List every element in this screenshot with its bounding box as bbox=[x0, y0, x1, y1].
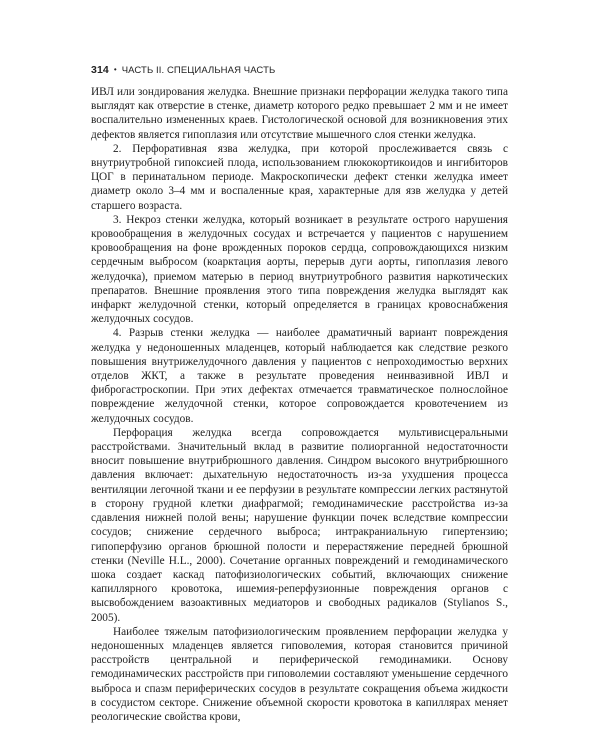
page-number: 314 bbox=[91, 64, 109, 76]
paragraph-item-4: 4. Разрыв стенки желудка — наиболее драматичный вариант повреждения желудка у недоношенных младенцев, который наблюдается как следствие резкого повышения внутрижелудочного давления у пациентов с непроходимостью верхних отделов ЖКТ, а также в результате проведения неинвазивной ИВЛ и фиброгастроскопии. При этих дефектах отмечается травматическое полнослойное повреждение желудочной стенки, которое сопровождается кровотечением из желудочных сосудов. bbox=[91, 327, 508, 425]
header-separator: • bbox=[113, 65, 117, 74]
paragraph-hypovolemia: Наиболее тяжелым патофизиологическим проявлением перфорации желудка у недоношенных младенцев является гиповолемия, которая становится причиной расстройств центральной и периферической гемодинамики. Основу гемодинамических расстройств при гиповолемии составляют уменьшение сердечного выброса и спазм периферических сосудов в результате сокращения объема жидкости в сосудистом секторе. Снижение объемной скорости кровотока в капиллярах меняет реологические свойства крови, bbox=[91, 625, 508, 723]
paragraph-continued: ИВЛ или зондирования желудка. Внешние признаки перфорации желудка такого типа выглядят как отверстие в стенке, диаметр которого редко превышает 2 мм и не имеет воспалительно измененных краев. Гистологической основой для возникновения этих дефектов является гипоплазия или отсутствие мышечного слоя стенки желудка. bbox=[91, 86, 508, 141]
running-head bbox=[91, 64, 508, 77]
book-page bbox=[91, 64, 508, 724]
paragraph-item-2: 2. Перфоративная язва желудка, при которой прослеживается связь с внутриутробной гипоксией плода, использованием глюкокортикоидов и ингибиторов ЦОГ в перинатальном периоде. Макроскопически дефект стенки желудка имеет диаметр около 3–4 мм и воспаленные края, характерные для язв желудка у детей старшего возраста. bbox=[91, 142, 508, 212]
paragraph-item-3: 3. Некроз стенки желудка, который возникает в результате острого нарушения кровообращения в желудочных сосудах и встречается у пациентов с нарушением кровообращения на фоне врожденных пороков сердца, сопровождающихся низким сердечным выбросом (коарктация аорты, перерыв дуги аорты, гипоплазия левого желудочка), приемом матерью в период внутриутробного развития наркотических препаратов. Внешние проявления этого типа повреждения желудка выглядят как инфаркт желудочной стенки, который определяется в границах кровоснабжения желудочных сосудов. bbox=[91, 213, 508, 326]
section-title: ЧАСТЬ II. СПЕЦИАЛЬНАЯ ЧАСТЬ bbox=[121, 65, 276, 76]
body-text bbox=[91, 85, 508, 724]
paragraph-perforation: Перфорация желудка всегда сопровождается мультивисцеральными расстройствами. Значительный вклад в развитие полиорганной недостаточности вносит повышение внутрибрюшного давления. Синдром высокого внутрибрюшного давления включает: дыхательную недостаточность из-за ухудшения процесса вентиляции легочной ткани и ее перфузии в результате компрессии легких растянутой в сторону грудной клетки диафрагмой; гемодинамические расстройства из-за сдавления нижней полой вены; нарушение функции почек вследствие компрессии сосудов; снижение сердечного выброса; интракраниальную гипертензию; гипоперфузию органов брюшной полости и перерастяжение передней брюшной стенки (Neville H.L., 2000). Сочетание органных повреждений и гемодинамического шока создает каскад патофизиологических событий, включающих снижение капиллярного кровотока, ишемия-реперфузионные повреждения органов с высвобождением вазоактивных медиаторов и свободных радикалов (Stylianos S., 2005). bbox=[91, 426, 508, 624]
